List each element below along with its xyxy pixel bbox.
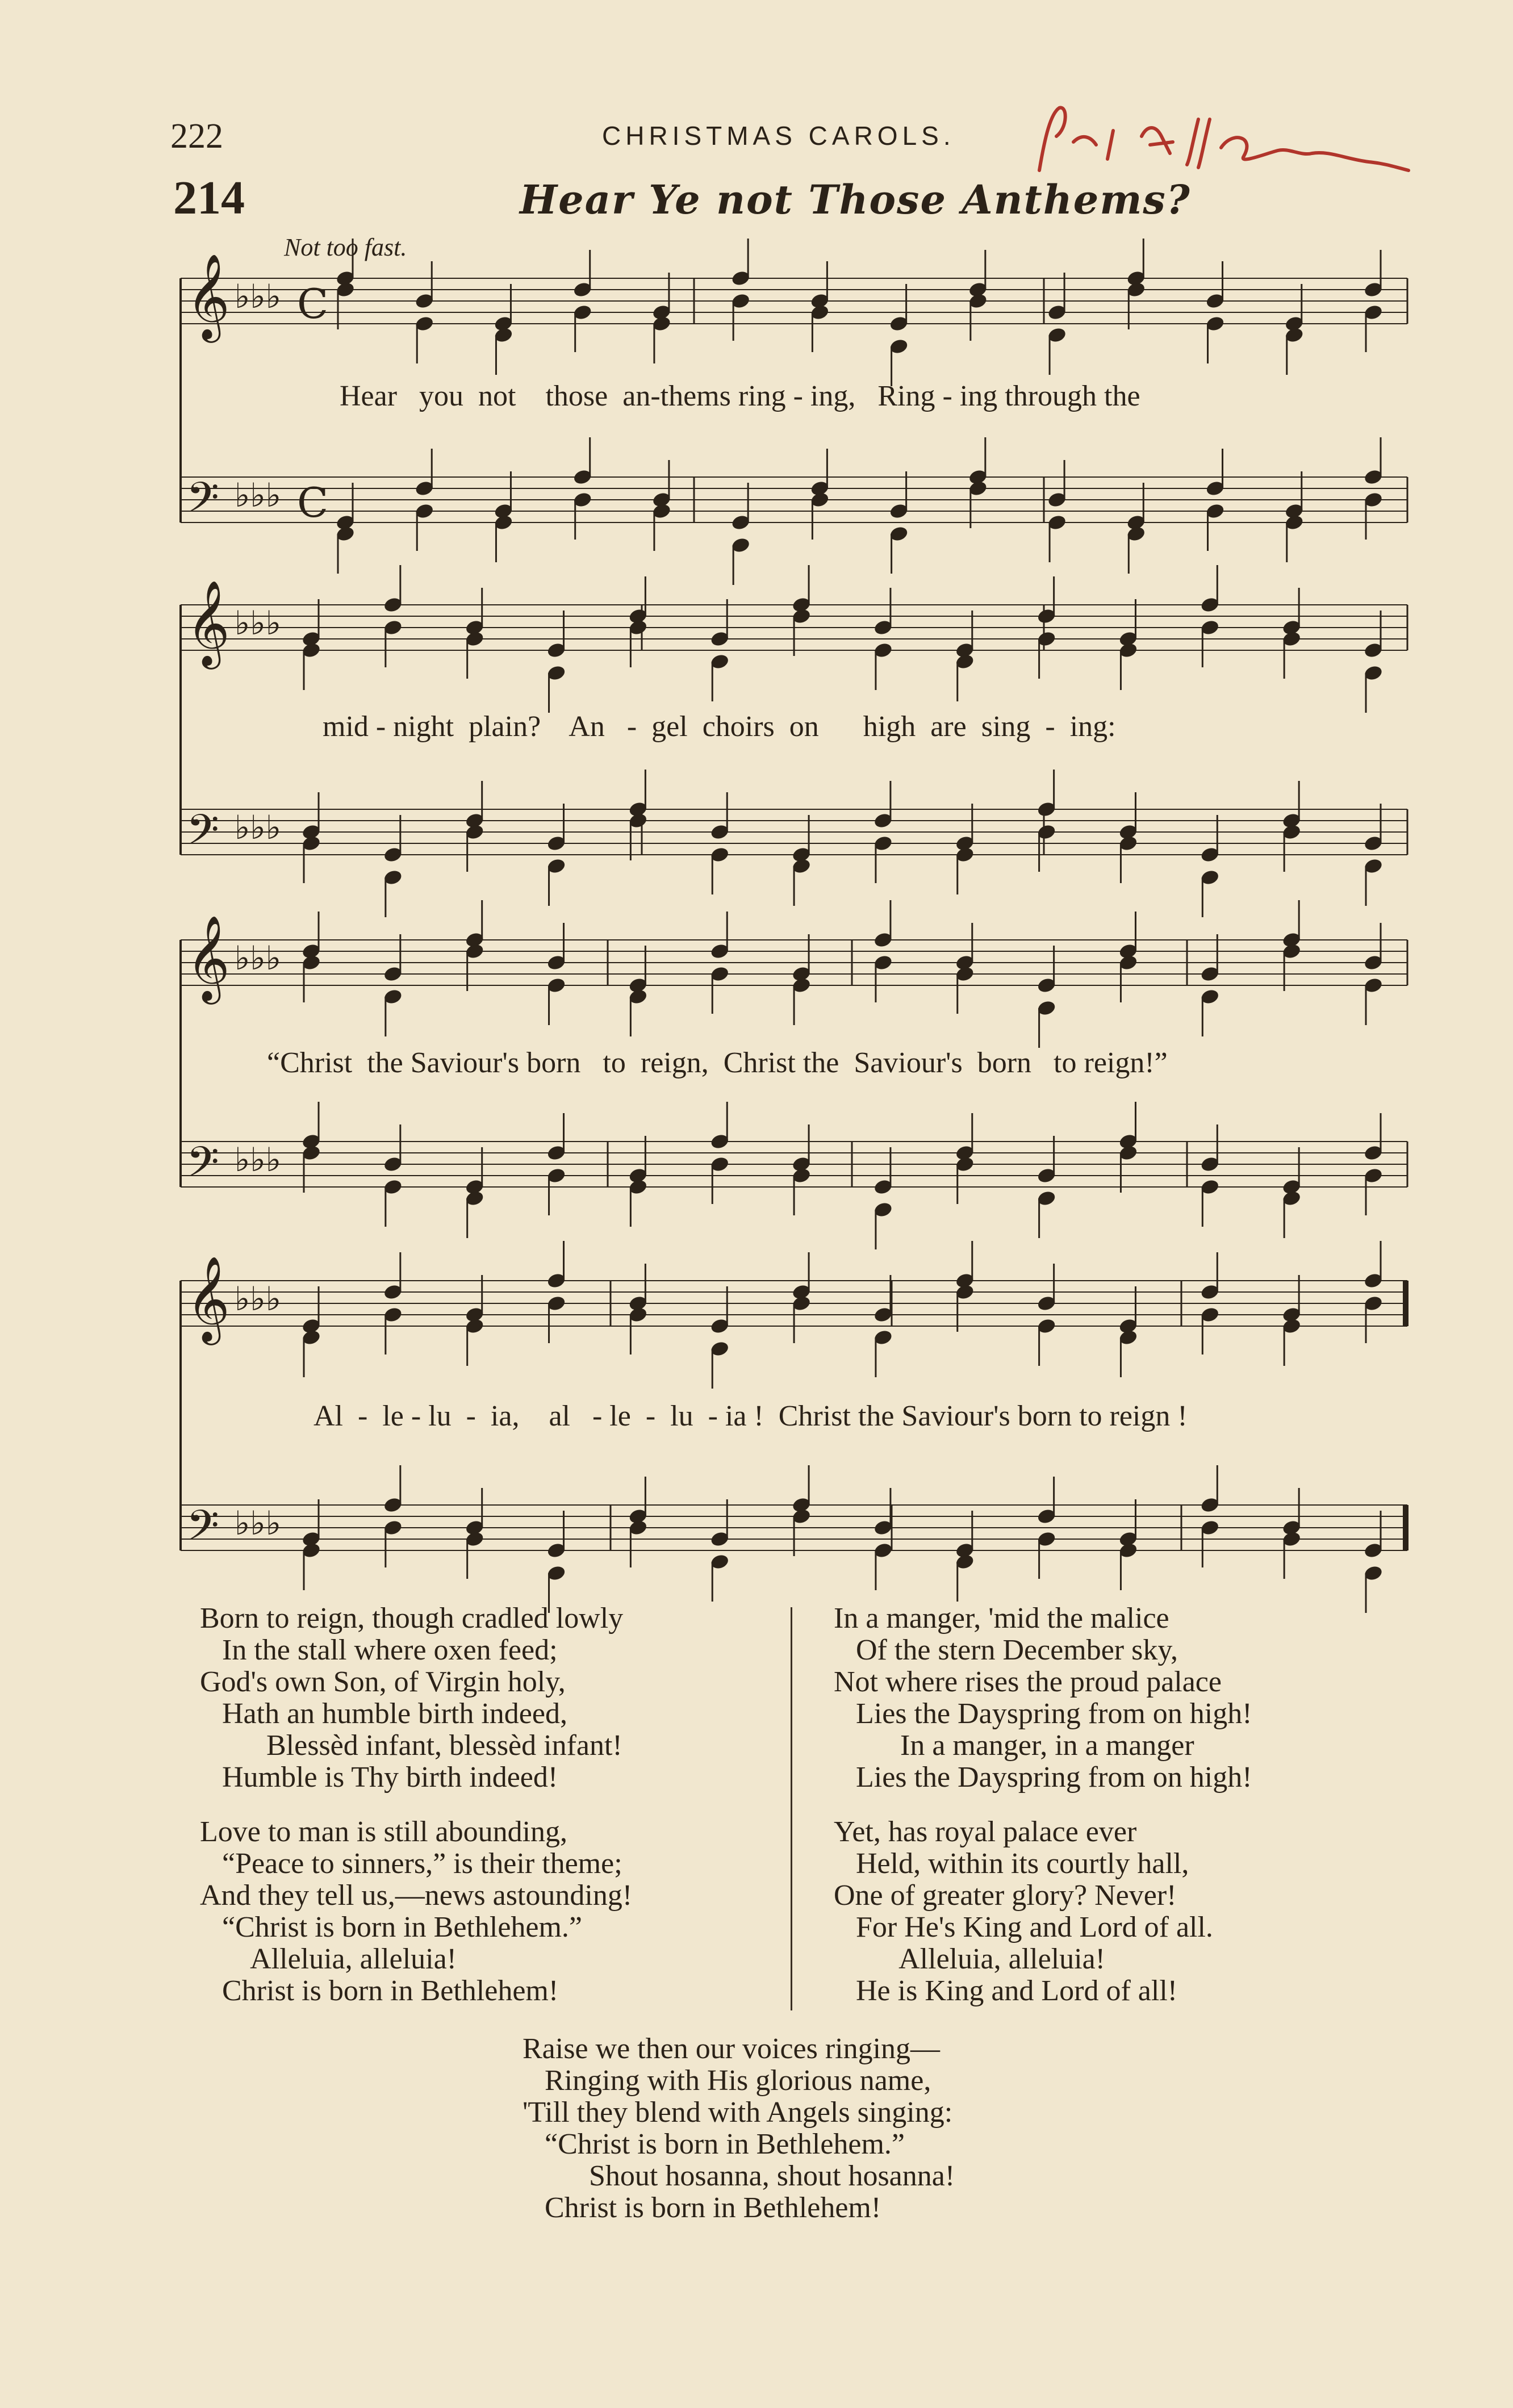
hymn-title: Hear Ye not Those Anthems? bbox=[520, 176, 1191, 223]
verse-line: Lies the Dayspring from on high! bbox=[834, 1761, 1252, 1794]
bass-clef: 𝄢 bbox=[186, 1501, 219, 1561]
bass-clef: 𝄢 bbox=[186, 805, 219, 865]
verse-line: Humble is Thy birth indeed! bbox=[200, 1761, 558, 1794]
key-signature-flats: ♭♭♭ bbox=[235, 476, 282, 515]
lyric-line-2: mid - night plain? An - gel choirs on high are sing - ing: bbox=[323, 710, 1116, 743]
final-barline bbox=[1403, 1505, 1408, 1550]
verses-right-column bbox=[834, 1603, 1252, 2030]
verse-line: Ringing with His glorious name, bbox=[523, 2064, 931, 2097]
final-barline bbox=[1403, 1281, 1408, 1326]
verse-line: Blessèd infant, blessèd infant! bbox=[200, 1729, 622, 1762]
key-signature-flats: ♭♭♭ bbox=[235, 1504, 282, 1542]
treble-clef: 𝄞 bbox=[186, 579, 230, 666]
verse-line: Love to man is still abounding, bbox=[200, 1816, 568, 1848]
verse-line: “Christ is born in Bethlehem.” bbox=[523, 2128, 905, 2160]
verse-line: Of the stern December sky, bbox=[834, 1634, 1178, 1666]
verse-line: 'Till they blend with Angels singing: bbox=[523, 2096, 953, 2129]
verse-3 bbox=[834, 1603, 1252, 1794]
verse-line: Alleluia, alleluia! bbox=[834, 1943, 1105, 1975]
key-signature-flats: ♭♭♭ bbox=[235, 604, 282, 642]
verse-4 bbox=[200, 1816, 632, 2007]
verse-line: God's own Son, of Virgin holy, bbox=[200, 1666, 566, 1698]
verse-line: “Christ is born in Bethlehem.” bbox=[200, 1911, 583, 1943]
key-signature-flats: ♭♭♭ bbox=[235, 1280, 282, 1318]
key-signature-flats: ♭♭♭ bbox=[235, 1140, 282, 1179]
verse-2 bbox=[200, 1603, 632, 1794]
key-signature-flats: ♭♭♭ bbox=[235, 939, 282, 977]
lyric-line-3: “Christ the Saviour's born to reign, Christ the Saviour's born to reign!” bbox=[267, 1047, 1168, 1079]
tempo-marking: Not too fast. bbox=[284, 233, 407, 261]
verse-line: Hath an humble birth indeed, bbox=[200, 1698, 567, 1730]
key-signature-flats: ♭♭♭ bbox=[235, 808, 282, 847]
page-number: 222 bbox=[170, 117, 223, 156]
hymn-number: 214 bbox=[173, 172, 245, 224]
verse-line: Not where rises the proud palace bbox=[834, 1666, 1222, 1698]
verse-line: Held, within its courtly hall, bbox=[834, 1847, 1189, 1880]
verse-line: Alleluia, alleluia! bbox=[200, 1943, 457, 1975]
verse-line: Christ is born in Bethlehem! bbox=[200, 1975, 559, 2007]
verse-line: “Peace to sinners,” is their theme; bbox=[200, 1847, 622, 1880]
treble-clef: 𝄞 bbox=[186, 914, 230, 1001]
time-signature: C bbox=[297, 479, 329, 526]
time-signature: C bbox=[297, 280, 329, 328]
verse-line: Born to reign, though cradled lowly bbox=[200, 1602, 624, 1634]
verse-line: Yet, has royal palace ever bbox=[834, 1816, 1137, 1848]
verse-line: Shout hosanna, shout hosanna! bbox=[523, 2160, 955, 2192]
verse-line: For He's King and Lord of all. bbox=[834, 1911, 1213, 1943]
verse-line: And they tell us,—news astounding! bbox=[200, 1879, 633, 1912]
verses-left-column bbox=[200, 1603, 632, 2030]
bass-clef: 𝄢 bbox=[186, 473, 219, 533]
verse-line: In the stall where oxen feed; bbox=[200, 1634, 558, 1666]
running-head: CHRISTMAS CAROLS. bbox=[602, 121, 955, 150]
verse-line: Raise we then our voices ringing— bbox=[523, 2033, 941, 2065]
column-divider bbox=[791, 1607, 792, 2010]
lyric-line-4: Al - le - lu - ia, al - le - lu - ia ! Christ the Saviour's born to reign ! bbox=[314, 1400, 1188, 1432]
verse-line: In a manger, 'mid the malice bbox=[834, 1602, 1169, 1634]
bass-clef: 𝄢 bbox=[186, 1138, 219, 1197]
treble-clef: 𝄞 bbox=[186, 253, 230, 339]
lyric-line-1: Hear you not those an-thems ring - ing, Ring - ing through the bbox=[340, 380, 1140, 412]
verse-5 bbox=[834, 1816, 1252, 2007]
verse-line: He is King and Lord of all! bbox=[834, 1975, 1178, 2007]
key-signature-flats: ♭♭♭ bbox=[235, 277, 282, 316]
verse-line: Christ is born in Bethlehem! bbox=[523, 2192, 881, 2224]
treble-clef: 𝄞 bbox=[186, 1255, 230, 1341]
verse-line: In a manger, in a manger bbox=[834, 1729, 1194, 1762]
final-verse bbox=[523, 2033, 955, 2224]
verse-line: Lies the Dayspring from on high! bbox=[834, 1698, 1252, 1730]
verse-line: One of greater glory? Never! bbox=[834, 1879, 1177, 1912]
